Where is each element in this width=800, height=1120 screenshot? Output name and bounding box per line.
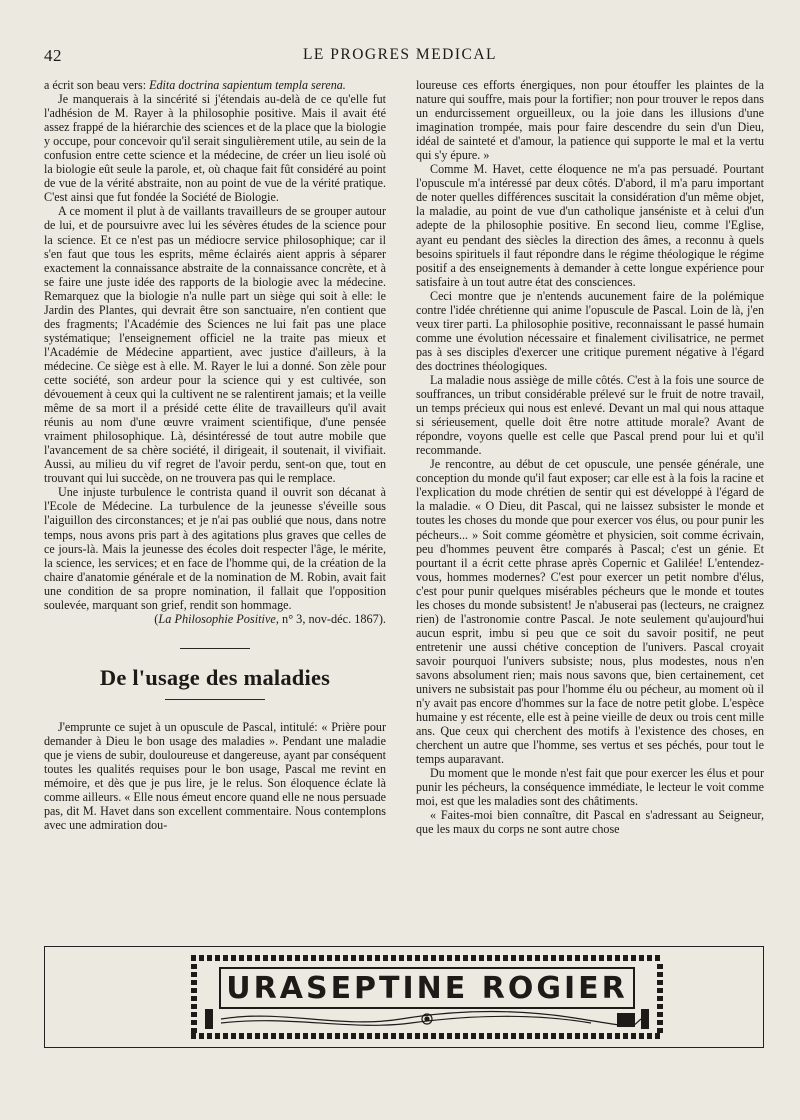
paragraph: loureuse ces efforts énergiques, non pour étouffer les plaintes de la nature qui souffre, mais pour la fortifier; non pour trouver le repos dans un endurcissement orgueilleux, ou la joie dans les illusions d'une imagination trompée, mais pour faire descendre du sein d'un Dieu, idéal de sainteté et d'amour, la patience qui supporte le mal et la vertu qui s'y épure. » <box>416 78 764 163</box>
citation-details: , n° 3, nov-déc. 1867). <box>275 611 386 626</box>
paragraph: A ce moment il plut à de vaillants travailleurs de se grouper autour de lui, et de poursuivre avec lui les sévères études de la science pour la science. Et ce n'est pas un médiocre service philosophique; car il s'en faut que tous les esprits, même éclairés aient appris à séparer exactement la connaissance abstraite de la connaissance concrète, et à se faire une juste idée des rapports de la biologie avec la médecine. Remarquez que la biologie n'a nulle part un siège qui soit à elle: le Jardin des Plantes, qui devrait être son sanctuaire, n'en contient que des fragments; l'Académie des Sciences ne lui fait pas une place systématique; l'enseignement officiel ne la traite pas mieux et l'Académie de Médecine appartient, avec justice d'ailleurs, à la médecine. Ce siège est à elle. M. Rayer le lui a donné. Son zèle pour cette société, son ardeur pour la science qui y est cultivée, son dévouement à ceux qui la cultivent ne se ralentirent jamais; et la veille même de sa mort il a présidé cette élite de travailleurs qu'il avait réunis au nom d'une œuvre vraiment scientifique, d'une pensée vraiment philosophique. Là, désintéressé de tout autre mobile que l'avancement de sa chère société, il dirigeait, il soutenait, il vivifiait. Aussi, au milieu du vif regret de l'avoir perdu, sent-on que, tout en trouvant qui lui succède, on ne trouvera pas qui le remplace. <box>44 204 386 486</box>
section-divider <box>180 648 250 649</box>
paragraph: Je rencontre, au début de cet opuscule, une pensée générale, une conception du monde qu'il faut exposer; car elle est à la fois la racine et l'explication du mode chrétien de sentir qui est développé à l'égard de la maladie. « O Dieu, dit Pascal, qui ne laissez subsister le monde et toutes les choses du monde que pour exercer vos élus, ou pour punir les pécheurs... » Soit comme géomètre et physicien, soit comme écrivain, peu d'hommes peuvent être comparés à Pascal; c'est un génie. Et pourtant il a écrit cette phrase après Copernic et Galilée! L'entendez-vous, hommes modernes? C'est pour exercer un petit nombre d'élus, c'est pour punir quelques misérables pécheurs que le monde et toutes les choses du monde subsistent! Je n'abuserai pas (lecteurs, ne craignez rien) de l'astronomie contre Pascal. Je note seulement qu'aujourd'hui aucun esprit, imbu si peu que ce soit du savoir positif, ne peut entretenir une aussi chétive conception de l'univers. Pascal croyait savoir pourquoi l'univers subsiste; nous, plus modestes, nous n'en savons absolument rien; mais nous savons que, bien certainement, cet univers ne subsistait pas pour l'homme élu ou pécheur, au moment où il n'y avait pas encore d'hommes sur la face de notre petit globe. L'espèce humaine y est récente, elle est à peine vieille de deux ou trois cent mille ans. Que ceux qui cherchent des motifs à l'existence des choses, en cherchent un autre que l'homme, ses vertus et ses péchés, pour tout le temps auparavant. <box>416 457 764 767</box>
decorative-border <box>191 955 663 961</box>
paragraph: Ceci montre que je n'entends aucunement faire de la polémique contre l'idée chrétienne qui anime l'opuscule de Pascal. Loin de là, j'en veux tirer parti. La philosophie positive, reconnaissant le passé humain comme une évolution nécessaire et finalement civilisatrice, ne permet pas à ses disciples d'exercer une critique purement négative à l'égard des doctrines théologiques. <box>416 288 764 373</box>
latin-quote: Edita doctrina sapientum templa serena. <box>149 78 346 92</box>
citation-open: ( <box>154 611 159 626</box>
advertisement-brand: URASEPTINE ROGIER <box>219 967 635 1009</box>
left-column <box>44 78 386 832</box>
ornament-icon <box>201 1007 653 1031</box>
title-underline <box>165 699 265 700</box>
advertisement-frame <box>191 955 663 1039</box>
paragraph: Je manquerais à la sincérité si j'étendais au-delà de ce qu'elle fut l'adhésion de M. Rayer à la philosophie positive. Mais il avait été assez frappé de la hiérarchie des sciences et de la place que la biologie y occupe, pour concevoir qu'il serait singulièrement utile, au sein de la confusion entre cette science et la médecine, de créer un lieu isolé où la biologie eût seule la parole, et, où chaque fait fût considéré au point de vue de la vérité abstraite, non au point de vue de la vérité pratique. C'est ainsi que fut fondée la Société de Biologie. <box>44 92 386 205</box>
paragraph: Du moment que le monde n'est fait que pour exercer les élus et pour punir les pécheurs, la conséquence immédiate, le lecteur le voit comme moi, est que les maladies sont des châtiments. <box>416 766 764 809</box>
right-column <box>416 78 764 837</box>
paragraph: « Faites-moi bien connaître, dit Pascal en s'adressant au Seigneur, que les maux du corps ne sont autre chose <box>416 808 764 837</box>
paragraph: J'emprunte ce sujet à un opuscule de Pascal, intitulé: « Prière pour demander à Dieu le bon usage des maladies ». Pendant une maladie que je viens de subir, douloureuse et dangereuse, ayant par conséquent toutes les qualités requises pour le bon usage, Pascal me revint en mémoire, et dès que je pus lire, je le relus. Son éloquence éclate là comme ailleurs. « Elle nous émeut encore quand elle ne nous persuade pas, dit M. Havet dans son excellent commentaire. Nous contemplons avec une admiration dou- <box>44 719 386 833</box>
article-title: De l'usage des maladies <box>99 664 331 690</box>
citation-work: La Philosophie Positive <box>158 611 276 626</box>
paragraph: Comme M. Havet, cette éloquence ne m'a pas persuadé. Pourtant l'opuscule m'a intéressé par deux côtés. D'abord, il m'a paru important de noter quelles différences suscitait la considération d'un même objet, la maladie, au point de vue d'un catholique janséniste et à celui d'un adepte de la philosophie positive. En second lieu, comme l'Eglise, ayant eu pendant des siècles la direction des âmes, a reconnu à quels besoins spirituels il faut répondre dans le régime théologique le régime positif a des enseignements à demander à cette longue expérience pour satisfaire à un tout autre état des consciences. <box>416 162 764 289</box>
decorative-border <box>191 1033 663 1039</box>
source-citation <box>44 612 386 626</box>
decorative-border <box>191 961 197 1033</box>
paragraph: Une injuste turbulence le contrista quand il ouvrit son décanat à l'Ecole de Médecine. La turbulence de la jeunesse s'éveille sous l'aiguillon des circonstances; et je n'ai pas oublié que nous, dans notre temps, nous avons pris part à des agitations plus graves que celles de ce jours-là. Mais la jeunesse des écoles doit respecter l'âge, le mérite, la science, les services; et en face de l'homme qui, de la création de la chaire d'anatomie générale et de la nomination de M. Robin, avait fait une condition de sa propre nomination, il fallait que l'opposition soulevée, marquant son grief, rendit son hommage. <box>44 485 386 612</box>
paragraph: La maladie nous assiège de mille côtés. C'est à la fois une source de souffrances, un tribut considérable prélevé sur le fruit de notre travail, un temps précieux qui nous est enlevé. Devant un mal qui nous attaque si sérieusement, quelle doit être notre attitude morale? Avant de répondre, voyons quelle est celle que Pascal prend pour lui et qu'il recommande. <box>416 372 764 458</box>
decorative-border <box>657 961 663 1033</box>
paragraph-text: a écrit son beau vers: <box>44 78 150 92</box>
page-number: 42 <box>44 46 62 65</box>
running-head: LE PROGRES MEDICAL <box>302 46 498 63</box>
advertisement-box <box>44 946 764 1048</box>
paragraph <box>44 78 386 92</box>
